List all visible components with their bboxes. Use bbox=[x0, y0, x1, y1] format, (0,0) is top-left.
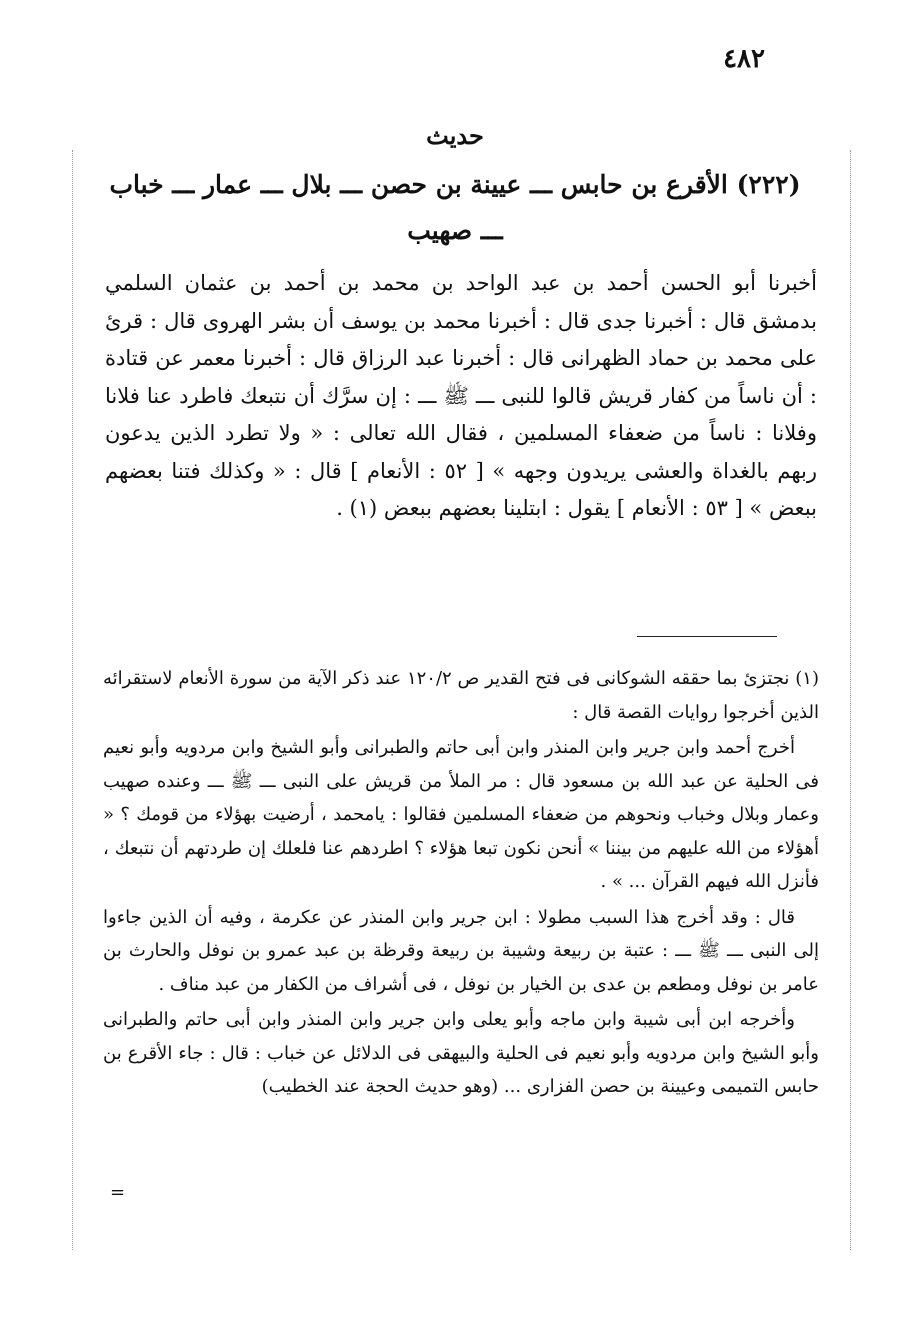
footnote-paragraph: (١) نجتزئ بما حققه الشوكانى فى فتح القدير ص ١٢٠/٢ عند ذكر الآية من سورة الأنعام لاستقرائه الذين أخرجوا روايات القصة قال : bbox=[103, 668, 819, 723]
continuation-mark: = bbox=[110, 1182, 126, 1203]
footnote-paragraph: وأخرجه ابن أبى شيبة وابن ماجه وأبو يعلى وابن جرير وابن المنذر وابن أبى حاتم والطبرانى وأبو الشيخ وابن مردويه وأبو نعيم فى الحلية والبيهقى فى الدلائل عن خباب : قال : جاء الأقرع بن حابس التميمى وعيينة بن حصن الفزارى ... (وهو حديث الحجة عند الخطيب) bbox=[103, 1009, 819, 1097]
left-margin-dots bbox=[72, 150, 73, 1250]
footnotes bbox=[103, 662, 819, 1106]
footnote-paragraph: أخرج أحمد وابن جرير وابن المنذر وابن أبى حاتم والطبرانى وأبو الشيخ وابن مردويه وأبو نعيم فى الحلية عن عبد الله بن مسعود قال : مر الملأ من قريش على النبى ـــ ﷺ ـــ وعنده صهيب وعمار وبلال وخباب ونحوهم من ضعفاء المسلمين فقالوا : يامحمد ، أرضيت بهؤلاء من قومك ؟ « أهؤلاء من الله عليهم من بيننا » أنحن نكون تبعا هؤلاء ؟ اطردهم عنا فلعلك إن طردتهم أن نتبعك ، فأنزل الله فيهم القرآن ... » . bbox=[103, 737, 819, 892]
footnote-separator bbox=[637, 636, 777, 637]
main-text: أخبرنا أبو الحسن أحمد بن عبد الواحد بن محمد بن أحمد بن عثمان السلمي بدمشق قال : أخبرنا جدى قال : أخبرنا محمد بن يوسف أن بشر الهروى قال : قرئ على محمد بن حماد الظهرانى قال : أخبرنا عبد الرزاق قال : أخبرنا معمر عن قتادة : أن ناساً من كفار قريش قالوا للنبى ـــ ﷺ ـــ : إن سرَّك أن نتبعك فاطرد عنا فلانا وفلانا : ناساً من ضعفاء المسلمين ، فقال الله تعالى : « ولا تطرد الذين يدعون ربهم بالغداة والعشى يريدون وجهه » [ ٥٢ : الأنعام ] قال : « وكذلك فتنا بعضهم ببعض » [ ٥٣ : الأنعام ] يقول : ابتلينا بعضهم ببعض (١) . bbox=[105, 271, 817, 520]
heading-label: حديث bbox=[426, 121, 484, 150]
hadith-heading bbox=[95, 118, 815, 254]
page-number: ٤٨٢ bbox=[723, 44, 765, 74]
right-margin-dots bbox=[850, 150, 851, 1250]
footnote-paragraph: قال : وقد أخرج هذا السبب مطولا : ابن جرير وابن المنذر عن عكرمة ، وفيه أن الذين جاءوا إلى النبى ـــ ﷺ ـــ : عتبة بن ربيعة وشيبة بن ربيعة وقرظة بن عبد عمرو بن نوفل والحارث بن عامر بن نوفل ومطعم بن عدى بن الخيار بن نوفل ، فى أشراف من الكفار من عبد مناف . bbox=[103, 906, 819, 995]
heading-title: (٢٢٢) الأقرع بن حابس ـــ عيينة بن حصن ـــ بلال ـــ عمار ـــ خباب ـــ صهيب bbox=[109, 170, 801, 245]
